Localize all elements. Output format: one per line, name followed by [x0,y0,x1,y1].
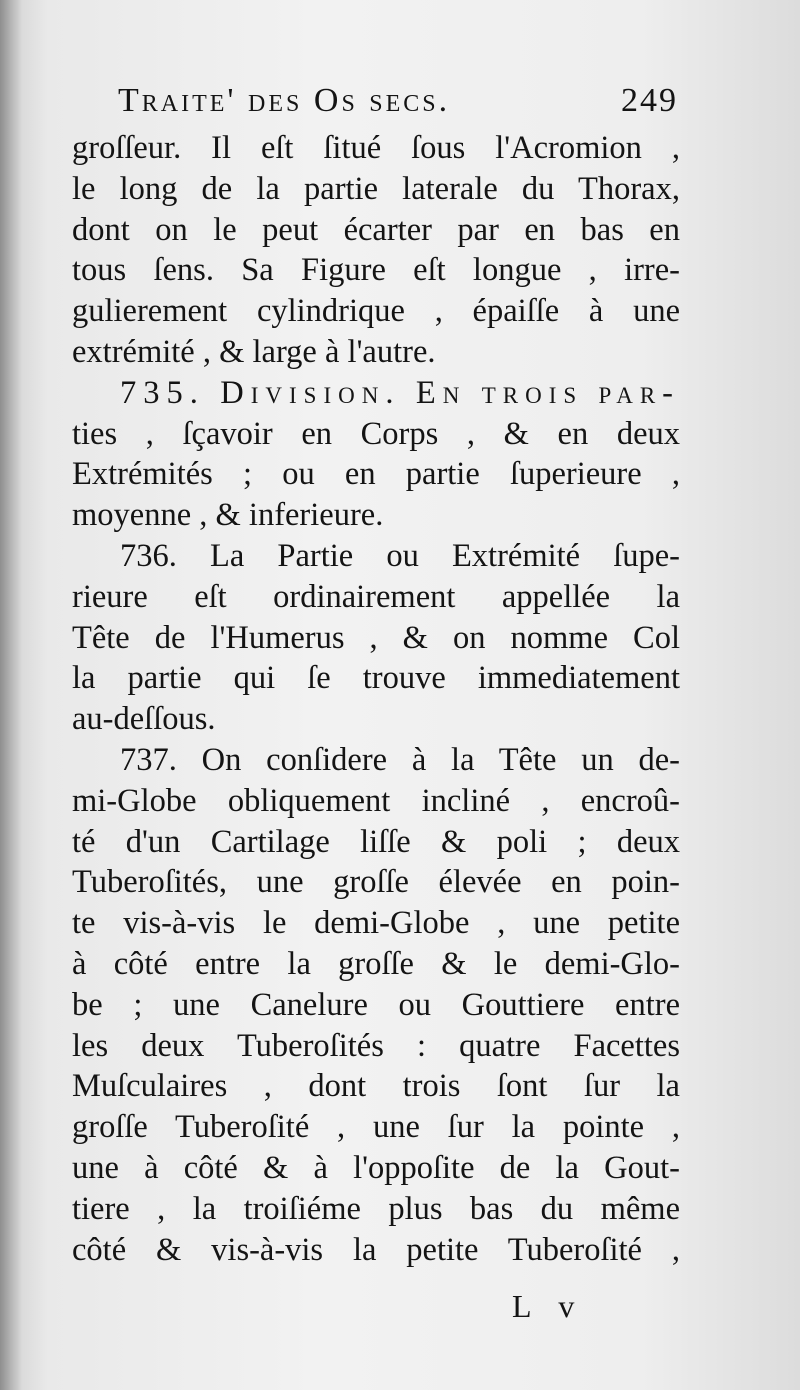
paragraph-start-line: 737. On conſidere à la Tête un de- [120,741,680,778]
text-line: groſſeur. Il eſt ſitué ſous l'Acromion , [72,130,680,166]
text-line: mi-Globe obliquement incliné , encroû- [72,782,680,819]
text-line: groſſe Tuberoſité , une ſur la pointe , [72,1109,680,1146]
running-header [118,82,678,130]
text-line: Extrémités ; ou en partie ſuperieure , [72,456,680,493]
text-line: côté & vis-à-vis la petite Tuberoſité , [72,1231,680,1268]
text-line: te vis-à-vis le demi-Globe , une petite [72,905,680,942]
running-title: Traite' des Os secs. [118,82,451,119]
text-line: Tuberoſités, une groſſe élevée en poin- [72,864,680,901]
page-binding-shadow [0,0,22,1390]
text-line: le long de la partie laterale du Thorax, [72,170,680,207]
body-text [72,128,680,1270]
page-number: 249 [621,82,678,119]
text-line: la partie qui ſe trouve immediatement [72,660,680,697]
text-line: au-deſſous. [72,701,216,738]
text-line: ties , ſçavoir en Corps , & en deux [72,415,680,452]
section-heading-line: 735. Division. En trois par- [120,374,680,411]
text-line: tiere , la troiſiéme plus bas du même [72,1190,680,1227]
text-line: be ; une Canelure ou Gouttiere entre [72,986,680,1023]
text-line: Muſculaires , dont trois ſont ſur la [72,1068,680,1105]
text-line: Tête de l'Humerus , & on nomme Col [72,619,680,656]
text-line: té d'un Cartilage liſſe & poli ; deux [72,823,680,860]
text-line: rieure eſt ordinairement appellée la [72,578,680,615]
text-line: gulierement cylindrique , épaiſſe à une [72,293,680,330]
signature-mark: L v [512,1288,585,1324]
text-line: extrémité , & large à l'autre. [72,333,436,370]
text-line: dont on le peut écarter par en bas en [72,211,680,248]
text-line: une à côté & à l'oppoſite de la Gout- [72,1149,680,1186]
text-line: tous ſens. Sa Figure eſt longue , irre- [72,252,680,289]
paragraph-start-line: 736. La Partie ou Extrémité ſupe- [120,537,680,574]
text-line: moyenne , & inferieure. [72,497,384,534]
text-line: les deux Tuberoſités : quatre Facettes [72,1027,680,1064]
text-line: à côté entre la groſſe & le demi-Glo- [72,945,680,982]
